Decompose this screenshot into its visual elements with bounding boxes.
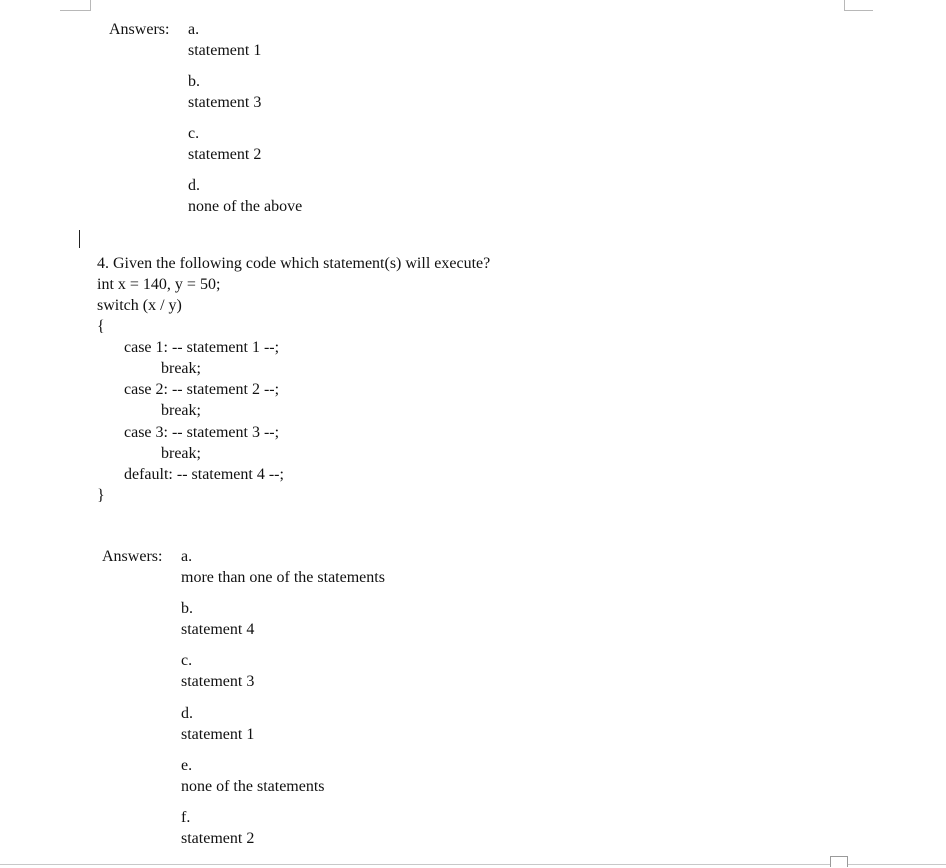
- code-line: break;: [161, 402, 201, 419]
- answer-letter: e.: [181, 757, 193, 774]
- answer-letter: b.: [188, 73, 200, 90]
- question-text: 4. Given the following code which statement(s) will execute?: [97, 255, 491, 272]
- answer-letter: c.: [181, 652, 193, 669]
- code-line: case 3: -- statement 3 --;: [124, 424, 280, 441]
- answer-letter: d.: [181, 705, 193, 722]
- answer-letter: b.: [181, 600, 193, 617]
- code-line: {: [97, 318, 105, 335]
- answer-text: statement 2: [188, 146, 262, 163]
- code-line: int x = 140, y = 50;: [97, 276, 221, 293]
- crop-mark-top-left: [60, 0, 91, 11]
- answer-text: none of the statements: [181, 778, 325, 795]
- answer-text: statement 3: [188, 94, 262, 111]
- answer-letter: d.: [188, 177, 200, 194]
- code-line: switch (x / y): [97, 297, 182, 314]
- code-line: break;: [161, 360, 201, 377]
- crop-mark-top-right: [844, 0, 873, 11]
- code-line: break;: [161, 445, 201, 462]
- text-cursor: [79, 230, 80, 248]
- answer-text: none of the above: [188, 198, 303, 215]
- answer-text: more than one of the statements: [181, 569, 385, 586]
- answers-label: Answers:: [109, 21, 170, 38]
- code-line: default: -- statement 4 --;: [124, 466, 284, 483]
- answer-text: statement 1: [188, 42, 262, 59]
- answer-letter: f.: [181, 809, 191, 826]
- answers-label: Answers:: [102, 548, 163, 565]
- answer-letter: a.: [188, 21, 200, 38]
- page-corner-marker: [830, 856, 848, 867]
- code-line: case 1: -- statement 1 --;: [124, 339, 280, 356]
- answer-text: statement 3: [181, 673, 255, 690]
- answer-text: statement 1: [181, 726, 255, 743]
- answer-text: statement 2: [181, 830, 255, 847]
- page-bottom-edge: [0, 864, 946, 865]
- answer-letter: c.: [188, 125, 200, 142]
- answer-text: statement 4: [181, 621, 255, 638]
- answer-letter: a.: [181, 548, 193, 565]
- code-line: case 2: -- statement 2 --;: [124, 381, 280, 398]
- code-line: }: [97, 487, 105, 504]
